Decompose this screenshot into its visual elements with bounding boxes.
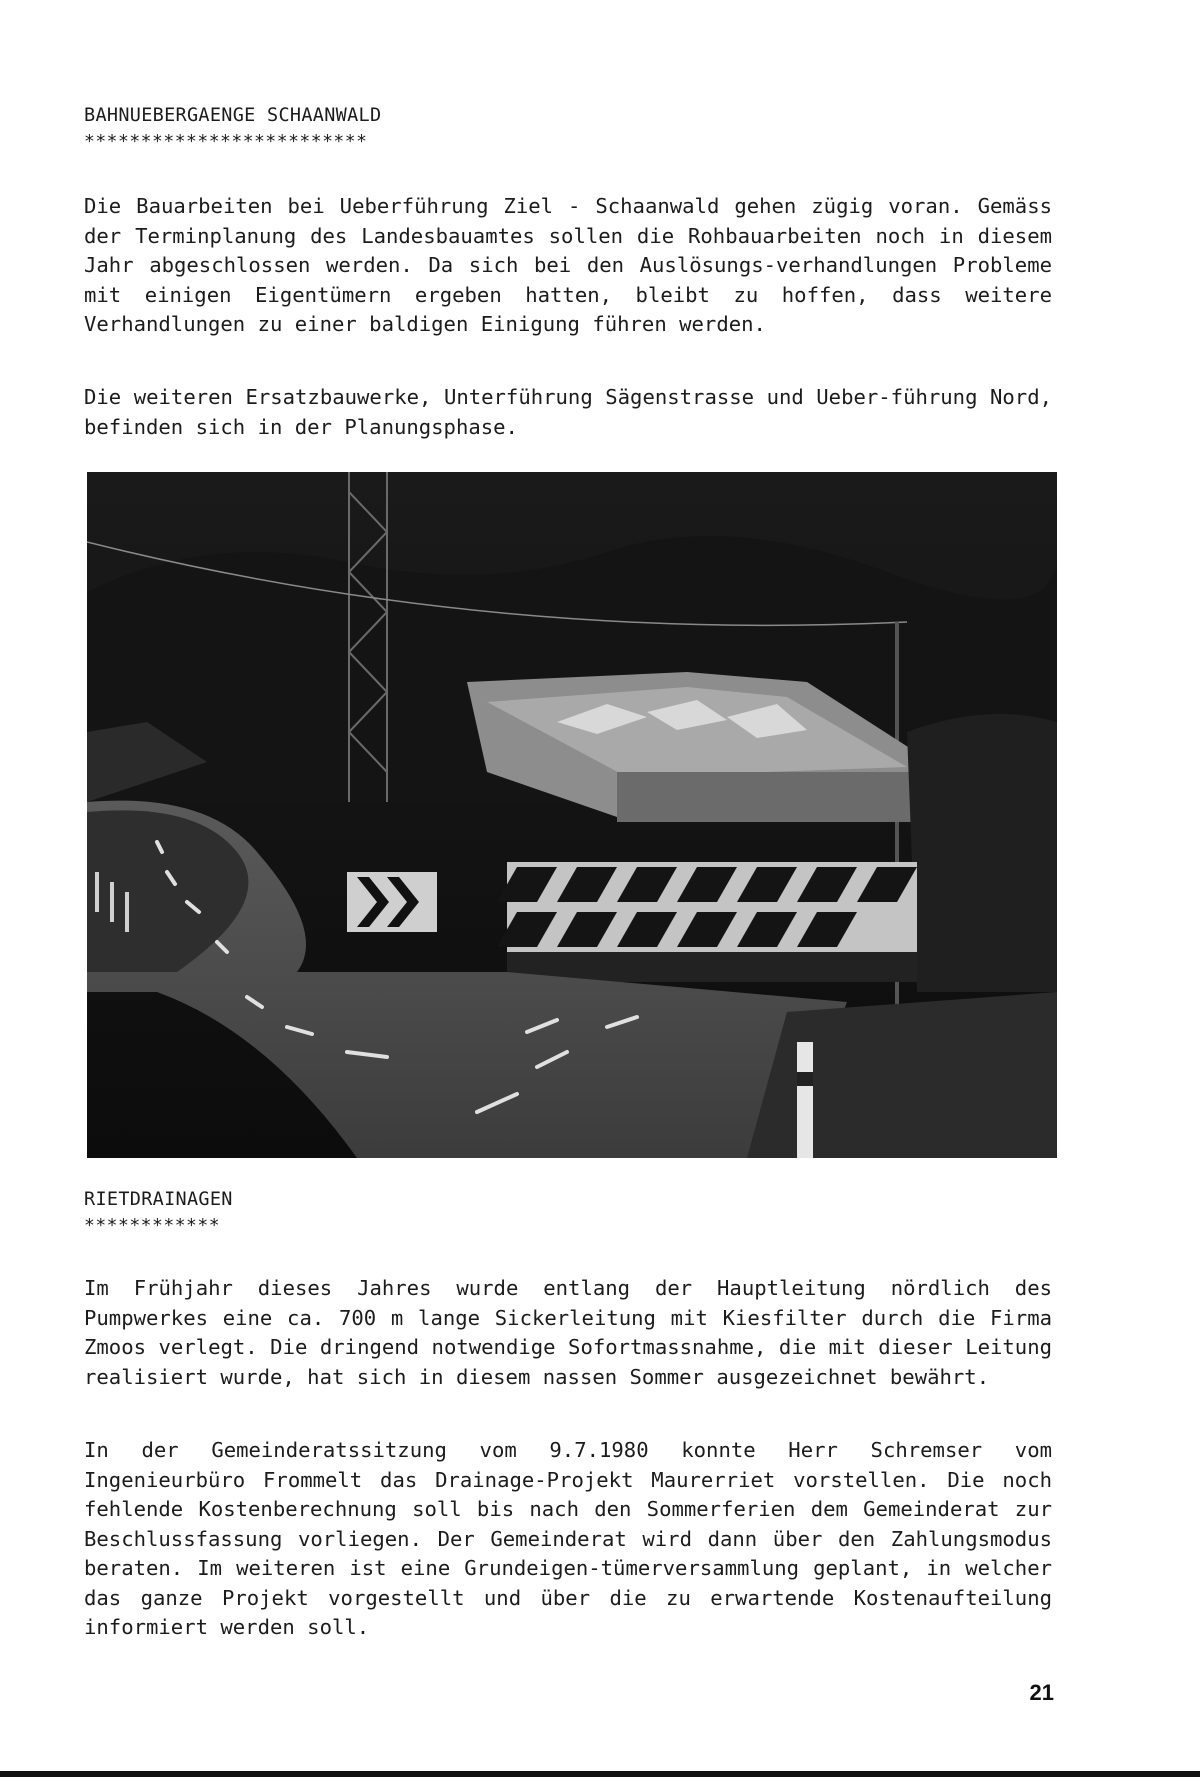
section2-paragraph-1 <box>84 1274 1052 1392</box>
paragraph: In der Gemeinderatssitzung vom 9.7.1980 konnte Herr Schremser vom Ingenieurbüro Frommelt das Drainage-Projekt Maurerriet vorstellen. Die noch fehlende Kostenberechnung soll bis nach den Sommerferien dem Gemeinderat zur Beschlussfassung vorliegen. Der Gemeinderat wird dann über den Zahlungsmodus beraten. Im weiteren ist eine Grundeigen-tümerversammlung geplant, in welcher das ganze Projekt vorgestellt und über die zu erwartende Kostenaufteilung informiert werden soll. <box>84 1438 1052 1639</box>
scan-edge-line <box>0 1771 1200 1777</box>
page-number: 21 <box>1029 1680 1054 1705</box>
section1-paragraph-2 <box>84 383 1052 442</box>
paragraph: Die Bauarbeiten bei Ueberführung Ziel - Schaanwald gehen zügig voran. Gemäss der Terminplanung des Landesbauamtes sollen die Rohbauarbeiten noch in diesem Jahr abgeschlossen werden. Da sich bei den Auslösungs-verhandlungen Probleme mit einigen Eigentümern ergeben hatten, bleibt zu hoffen, dass weitere Verhandlungen zu einer baldigen Einigung führen werden. <box>84 194 1052 336</box>
section2-paragraph-2 <box>84 1436 1052 1643</box>
section-bahnuebergaenge <box>84 104 1052 152</box>
section1-paragraph-1 <box>84 192 1052 340</box>
section-rietdrainagen <box>84 1188 1052 1236</box>
heading-underline: ************ <box>84 1215 221 1236</box>
section-heading: BAHNUEBERGAENGE SCHAANWALD <box>84 105 382 126</box>
paragraph: Die weiteren Ersatzbauwerke, Unterführung Sägenstrasse und Ueber-führung Nord, befinden sich in der Planungsphase. <box>84 385 1052 439</box>
section-heading: RIETDRAINAGEN <box>84 1189 233 1210</box>
paragraph: Im Frühjahr dieses Jahres wurde entlang der Hauptleitung nördlich des Pumpwerkes eine ca. 700 m lange Sickerleitung mit Kiesfilter durch die Firma Zmoos verlegt. Die dringend notwendige Sofortmassnahme, die mit dieser Leitung realisiert wurde, hat sich in diesem nassen Sommer ausgezeichnet bewährt. <box>84 1276 1052 1389</box>
heading-underline: ************************* <box>84 131 368 152</box>
bridge-construction-photo <box>87 472 1057 1158</box>
